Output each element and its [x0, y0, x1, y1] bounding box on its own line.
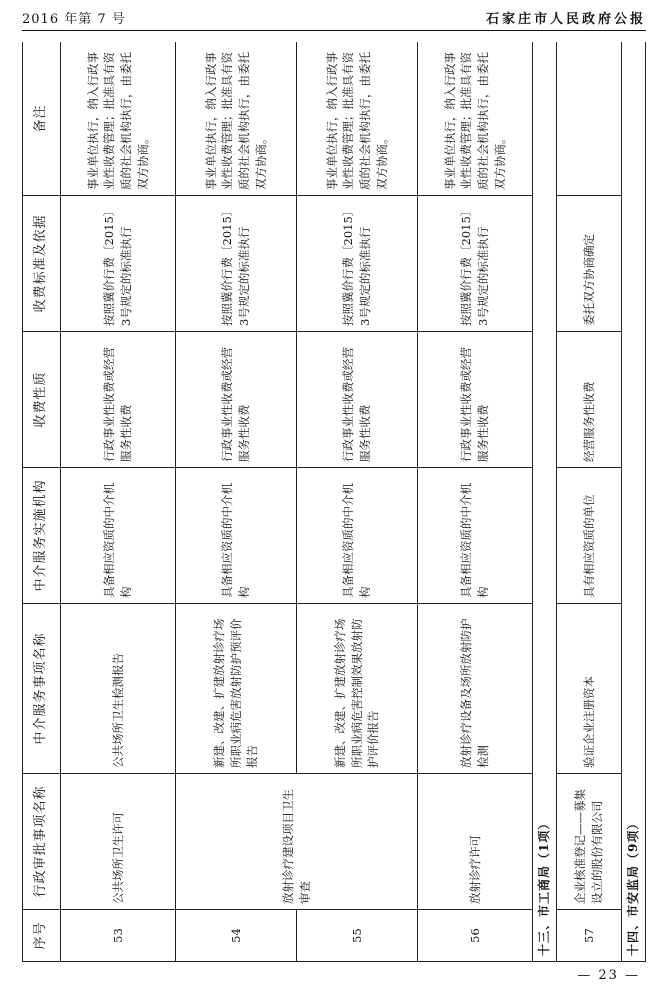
cell-item: 企业核准登记——募集设立的股份有限公司 [556, 774, 622, 910]
table-row [418, 42, 533, 962]
section-heading: 十三、市工商局（1项） [533, 42, 557, 962]
cell-service: 新建、改建、扩建放射诊疗场所职业病危害控制效果放射防护评价报告 [297, 604, 418, 774]
cell-service: 新建、改建、扩建放射诊疗场所职业病危害放射防护预评价报告 [175, 604, 296, 774]
col-header-item: 行政审批事项名称 [23, 774, 61, 910]
cell-standard: 按照冀价行费〔2015〕3号规定的标准执行 [175, 196, 296, 332]
col-header-service: 中介服务事项名称 [23, 604, 61, 774]
cell-no: 54 [175, 910, 296, 962]
cell-note [556, 42, 622, 196]
table-row [556, 42, 622, 962]
cell-item: 公共场所卫生许可 [60, 774, 175, 910]
fee-table [22, 42, 646, 962]
cell-no: 56 [418, 910, 533, 962]
cell-agency: 具有相应资质的单位 [556, 468, 622, 604]
cell-agency: 具备相应资质的中介机构 [175, 468, 296, 604]
table-row [60, 42, 175, 962]
cell-note: 事业单位执行，纳入行政事业性收费管理；批准具有资质的社会机构执行，由委托双方协商。 [297, 42, 418, 196]
cell-service: 放射诊疗设备及场所放射防护检测 [418, 604, 533, 774]
cell-item-merged: 放射诊疗建设项目卫生审查 [175, 774, 417, 910]
section-heading: 十四、市安监局（9项） [622, 42, 646, 962]
table-row [175, 42, 296, 962]
table-header-row [23, 42, 61, 962]
cell-agency: 具备相应资质的中介机构 [60, 468, 175, 604]
col-header-agency: 中介服务实施机构 [23, 468, 61, 604]
cell-nature: 行政事业性收费或经营服务性收费 [418, 332, 533, 468]
cell-service: 公共场所卫生检测报告 [60, 604, 175, 774]
cell-nature: 行政事业性收费或经营服务性收费 [60, 332, 175, 468]
header-rule [22, 30, 646, 31]
cell-standard: 按照冀价行费〔2015〕3号规定的标准执行 [418, 196, 533, 332]
col-header-no: 序号 [23, 910, 61, 962]
cell-note: 事业单位执行，纳入行政事业性收费管理；批准具有资质的社会机构执行，由委托双方协商。 [418, 42, 533, 196]
cell-standard: 按照冀价行费〔2015〕3号规定的标准执行 [297, 196, 418, 332]
cell-standard: 按照冀价行费〔2015〕3号规定的标准执行 [60, 196, 175, 332]
publication-title: 石家庄市人民政府公报 [485, 12, 646, 27]
issue-label: 2016 年第 7 号 [22, 12, 126, 27]
col-header-note: 备注 [23, 42, 61, 196]
cell-agency: 具备相应资质的中介机构 [297, 468, 418, 604]
page-number: — 23 — [577, 968, 640, 983]
cell-no: 53 [60, 910, 175, 962]
cell-service: 验证企业注册资本 [556, 604, 622, 774]
cell-nature: 经营服务性收费 [556, 332, 622, 468]
cell-note: 事业单位执行，纳入行政事业性收费管理；批准具有资质的社会机构执行，由委托双方协商。 [175, 42, 296, 196]
cell-agency: 具备相应资质的中介机构 [418, 468, 533, 604]
section-row [622, 42, 646, 962]
page-header [22, 6, 646, 30]
cell-no: 57 [556, 910, 622, 962]
section-row [533, 42, 557, 962]
col-header-nature: 收费性质 [23, 332, 61, 468]
col-header-standard: 收费标准及依据 [23, 196, 61, 332]
cell-note: 事业单位执行，纳入行政事业性收费管理；批准具有资质的社会机构执行，由委托双方协商。 [60, 42, 175, 196]
cell-standard: 委托双方协商确定 [556, 196, 622, 332]
cell-nature: 行政事业性收费或经营服务性收费 [175, 332, 296, 468]
cell-item: 放射诊疗许可 [418, 774, 533, 910]
cell-no: 55 [297, 910, 418, 962]
table-container [22, 42, 646, 962]
cell-nature: 行政事业性收费或经营服务性收费 [297, 332, 418, 468]
